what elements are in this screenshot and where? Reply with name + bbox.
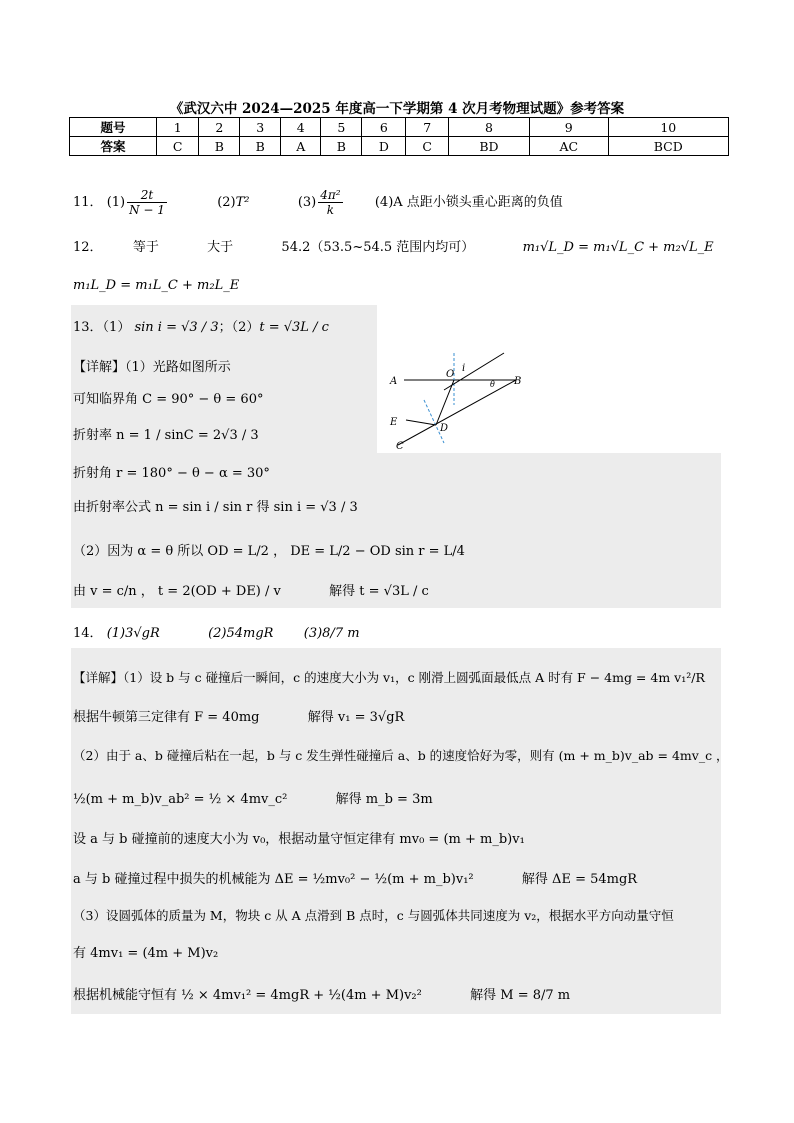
exit-ray (406, 420, 436, 425)
q11-part1-num: 2t (127, 188, 167, 203)
q14-answer-2: (2)54mgR (208, 626, 274, 641)
row-header-number: 题号 (70, 118, 157, 137)
q14-detail-6b: 解得 ΔE = 54mgR (521, 872, 638, 887)
label-theta: θ (490, 380, 495, 389)
q14-label: 14． (73, 626, 103, 641)
q13-detail-4: 折射角 r = 180° − θ − α = 30° (73, 466, 270, 481)
q13-label: 13．（1） (73, 320, 131, 335)
q12-answer-5: m₁L_D = m₁L_C + m₂L_E (73, 278, 240, 293)
q11-part1-den: N − 1 (129, 203, 165, 217)
refracted-ray (436, 380, 454, 425)
question-number-row (70, 118, 729, 137)
question-number: 5 (321, 118, 362, 137)
label-a: A (390, 376, 398, 387)
answer-cell: BCD (608, 137, 728, 156)
q13-answer-1: sin i = √3 / 3 (134, 320, 219, 335)
q14-detail-9a: 根据机械能守恒有 ½ × 4mv₁² = 4mgR + ½(4m + M)v₂² (73, 988, 422, 1003)
q13-detail-3: 折射率 n = 1 / sinC = 2√3 / 3 (73, 428, 259, 443)
q11-part3-den: k (326, 203, 335, 217)
row-header-answer: 答案 (70, 137, 157, 156)
question-number: 9 (529, 118, 608, 137)
q12-answer-3: 54.2（53.5~54.5 范围内均可） (281, 240, 475, 255)
page-title: 《武汉六中 2024—2025 年度高一下学期第 4 次月考物理试题》参考答案 (169, 101, 625, 117)
answer-cell: C (157, 137, 199, 156)
q14-answer-1: (1)3√gR (106, 626, 160, 641)
label-o: O (446, 369, 455, 380)
q11-part2-value: T² (235, 195, 250, 210)
line-cb (398, 380, 516, 445)
question-number: 7 (406, 118, 448, 137)
answer-cell: B (321, 137, 362, 156)
optics-diagram (386, 345, 526, 451)
q14-detail-1: 【详解】（1）设 b 与 c 碰撞后一瞬间，c 的速度大小为 v₁，c 刚滑上圆弧面最低点 A 时有 F − 4mg = 4m v₁²/R (73, 670, 705, 685)
q11-part1-label: (1) (106, 195, 126, 210)
q14-detail-4 (73, 788, 433, 807)
q14-answer-line (73, 622, 360, 641)
label-i: i (462, 363, 466, 374)
q11-part2-label: (2) (217, 195, 236, 210)
question-number: 8 (448, 118, 529, 137)
q13-detail-1: 【详解】（1）光路如图所示 (73, 360, 231, 375)
q12-answer-line (73, 236, 714, 255)
q14-detail-2 (73, 706, 404, 725)
answer-cell: B (199, 137, 240, 156)
q14-detail-2b: 解得 v₁ = 3√gR (307, 710, 405, 725)
q14-detail-9b: 解得 M = 8/7 m (470, 988, 571, 1003)
question-number: 4 (281, 118, 321, 137)
q13-separator: ；（2） (218, 320, 260, 335)
q11-part3-fraction (318, 188, 342, 217)
question-number: 1 (157, 118, 199, 137)
q14-detail-4b: 解得 m_b = 3m (335, 792, 433, 807)
label-b: B (514, 376, 522, 387)
q12-answer-4: m₁√L_D = m₁√L_C + m₂√L_E (522, 240, 714, 255)
question-number: 6 (362, 118, 406, 137)
q13-detail-7a: 由 v = c/n ， t = 2(OD + DE) / v (73, 584, 281, 599)
answer-cell: B (240, 137, 281, 156)
q11-label: 11． (73, 195, 103, 210)
q14-detail-2a: 根据牛顿第三定律有 F = 40mg (73, 710, 260, 725)
q13-detail-7b: 解得 t = √3L / c (329, 584, 429, 599)
q14-detail-5: 设 a 与 b 碰撞前的速度大小为 v₀，根据动量守恒定律有 mv₀ = (m + m_b)v₁ (73, 832, 525, 847)
q14-detail-8: 有 4mv₁ = (4m + M)v₂ (73, 946, 219, 961)
question-number: 10 (608, 118, 728, 137)
q14-detail-6a: a 与 b 碰撞过程中损失的机械能为 ΔE = ½mv₀² − ½(m + m_b)v₁² (73, 872, 474, 887)
q11-answer-line (73, 188, 563, 217)
label-e: E (390, 417, 398, 428)
q11-part3-label: (3) (297, 195, 317, 210)
q13-answer-2: t = √3L / c (259, 320, 329, 335)
q14-detail-4a: ½(m + m_b)v_ab² = ½ × 4mv_c² (73, 792, 288, 807)
q13-answer-line (73, 316, 329, 335)
q11-part4: (4)A 点距小锁头重心距离的负值 (374, 195, 563, 210)
q14-detail-6 (73, 868, 637, 887)
q11-part1-fraction (127, 188, 167, 217)
q11-part3-num: 4π² (320, 188, 341, 202)
q14-detail-7: （3）设圆弧体的质量为 M，物块 c 从 A 点滑到 B 点时，c 与圆弧体共同速度为 v₂，根据水平方向动量守恒 (73, 908, 674, 923)
answer-cell: AC (529, 137, 608, 156)
q13-detail-2: 可知临界角 C = 90° − θ = 60° (73, 392, 264, 407)
answer-cell: C (406, 137, 448, 156)
q14-detail-9 (73, 984, 570, 1003)
q12-answer-2: 大于 (207, 240, 234, 255)
q14-detail-3: （2）由于 a、b 碰撞后粘在一起，b 与 c 发生弹性碰撞后 a、b 的速度恰好为零，则有 (m + m_b)v_ab = 4mv_c ， (73, 748, 729, 763)
question-number: 3 (240, 118, 281, 137)
label-d: D (440, 423, 449, 434)
q13-detail-7 (73, 580, 429, 599)
q13-detail-6: （2）因为 α = θ 所以 OD = L/2 ， DE = L/2 − OD sin r = L/4 (73, 544, 465, 559)
answer-cell: A (281, 137, 321, 156)
answer-cell: BD (448, 137, 529, 156)
question-number: 2 (199, 118, 240, 137)
q12-label: 12． (73, 240, 103, 255)
answer-row (70, 137, 729, 156)
label-c: C (396, 441, 404, 451)
answer-table (69, 117, 729, 156)
q14-answer-3: (3)8/7 m (303, 626, 360, 641)
answer-cell: D (362, 137, 406, 156)
q12-answer-1: 等于 (132, 240, 159, 255)
q13-detail-5: 由折射率公式 n = sin i / sin r 得 sin i = √3 / 3 (73, 500, 358, 515)
